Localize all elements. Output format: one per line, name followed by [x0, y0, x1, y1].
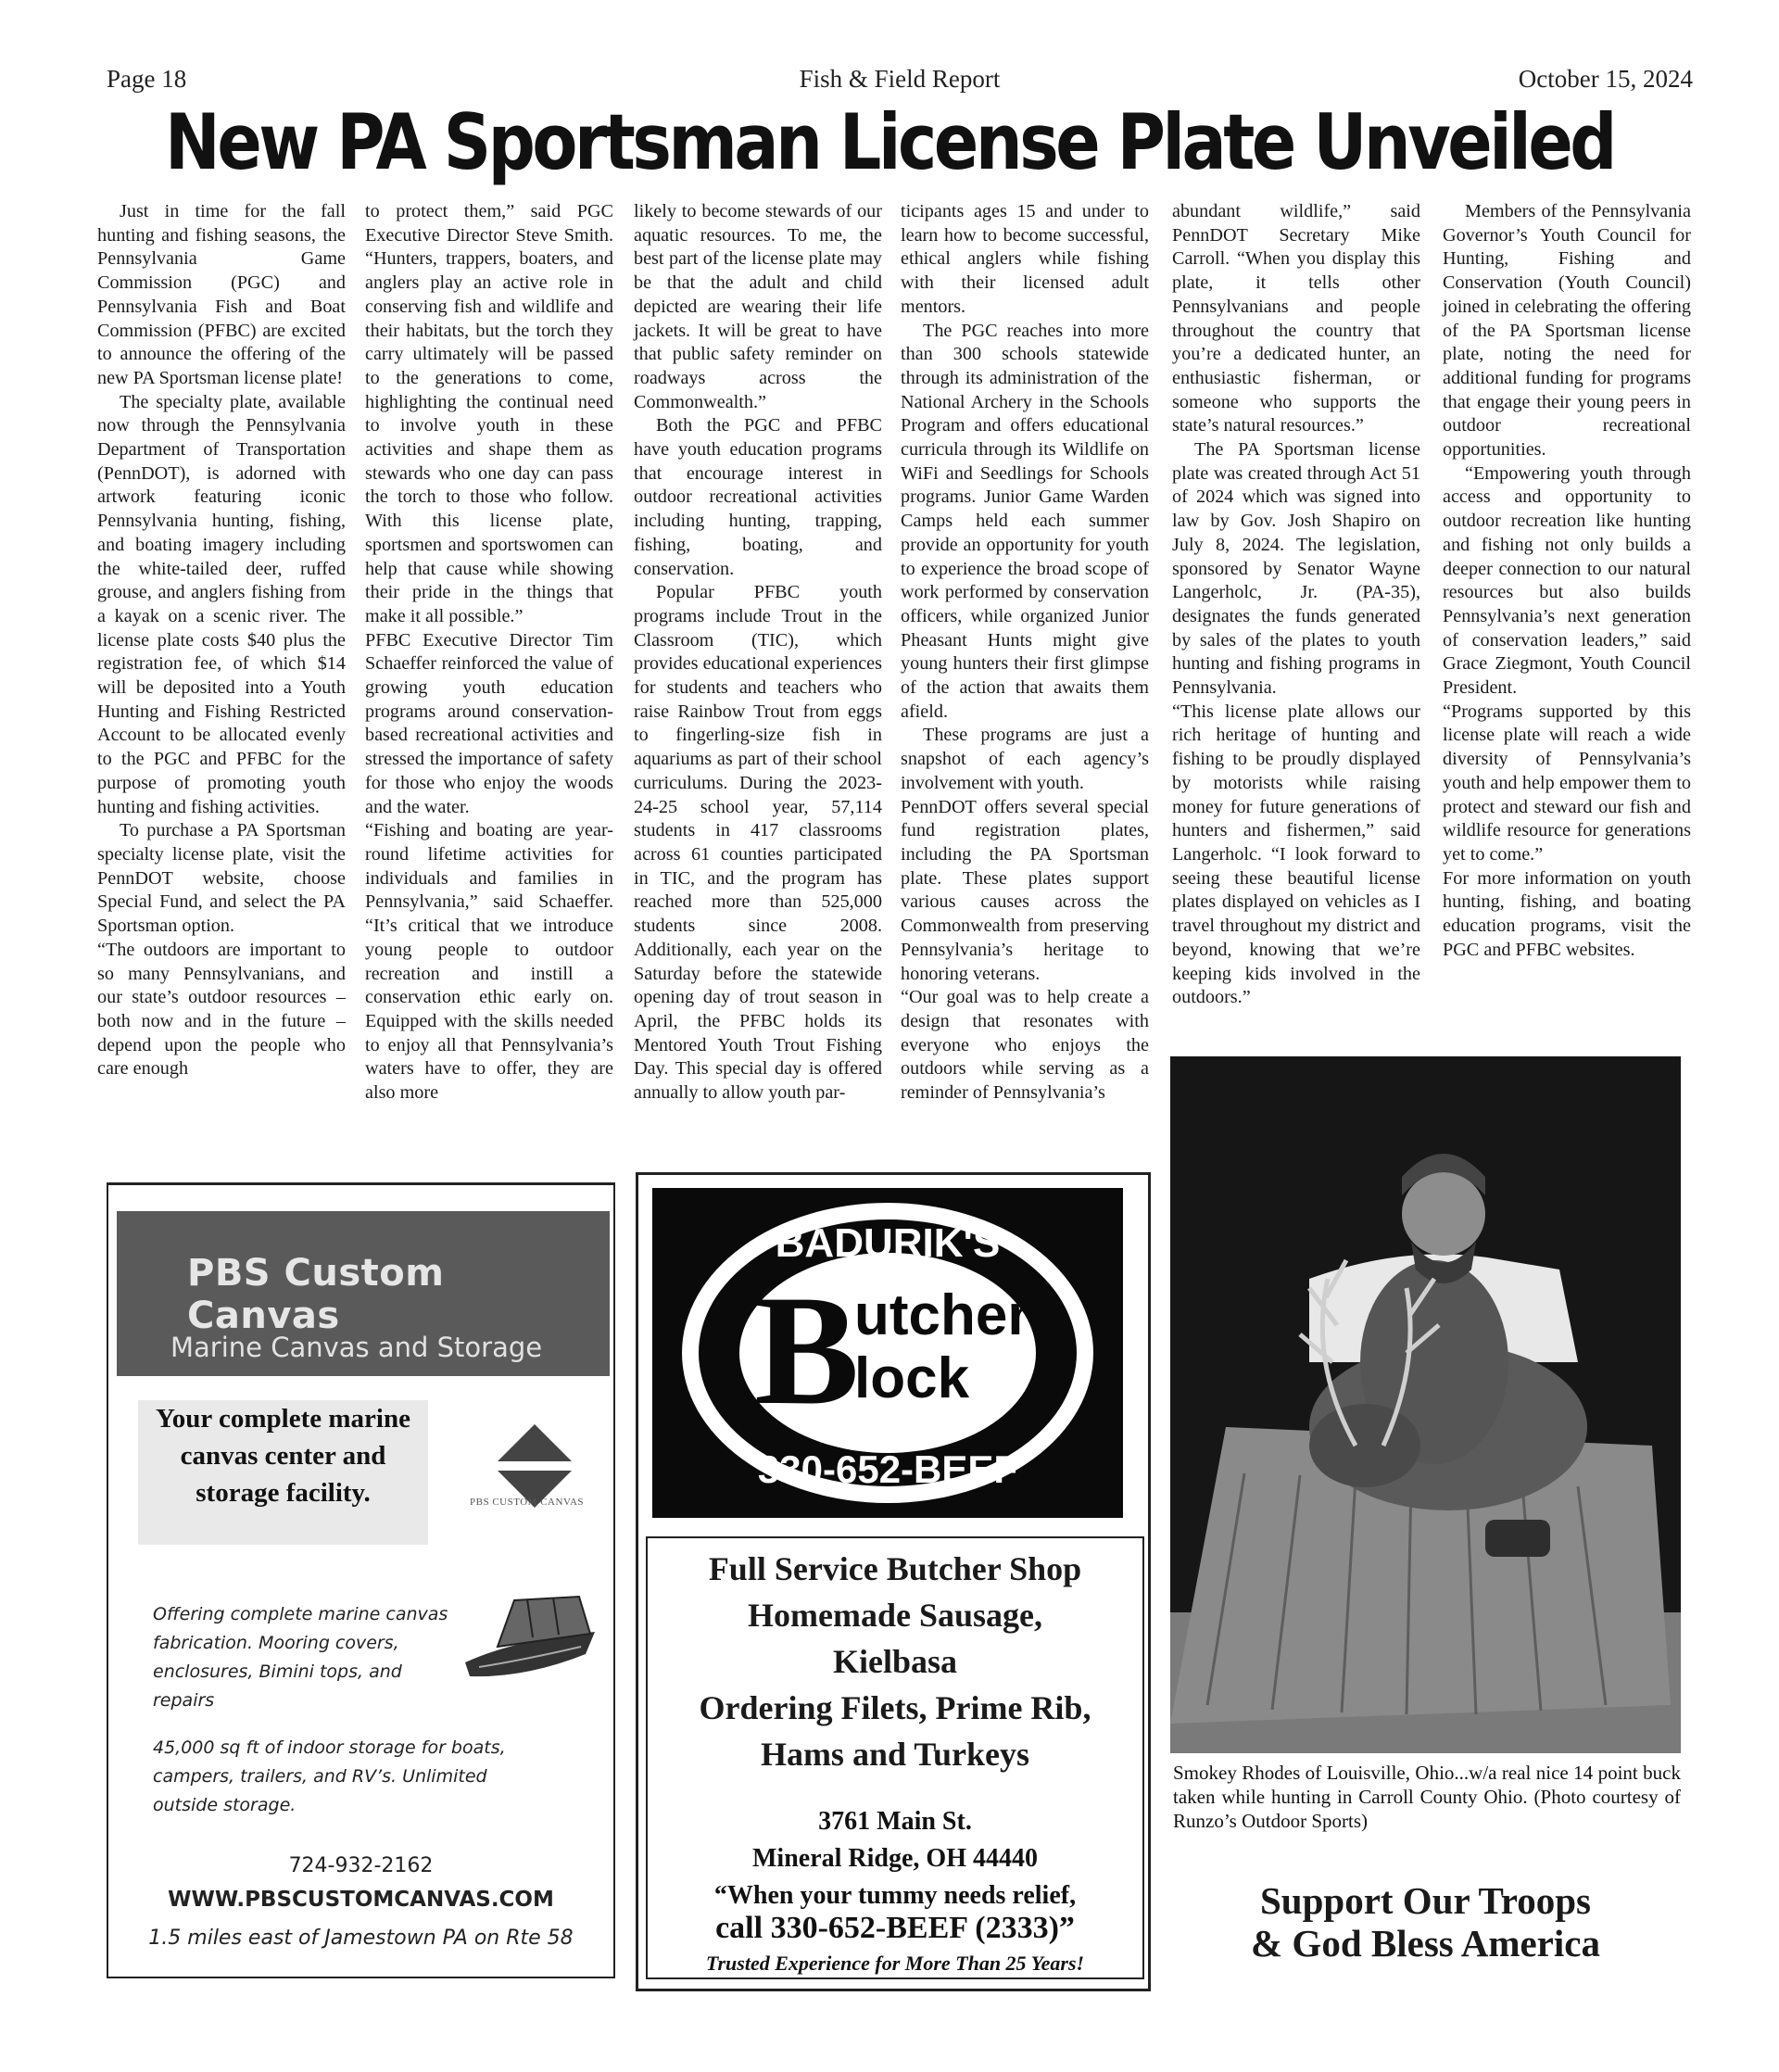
butcher-details-box: [646, 1536, 1144, 1979]
article-column-3: [634, 200, 882, 1105]
troops-line-1: Support Our Troops: [1260, 1879, 1591, 1922]
issue-date: October 15, 2024: [1518, 65, 1693, 93]
photo-caption: Smokey Rhodes of Louisville, Ohio...w/a real nice 14 point buck taken while hunting in Carroll County Ohio. (Photo courtesy of Runzo’s Outdoor Sports): [1173, 1762, 1681, 1832]
service-line: Hams and Turkeys: [760, 1736, 1030, 1773]
pbs-storage-text: 45,000 sq ft of indoor storage for boats, campers, trailers, and RV’s. Unlimited outside storage.: [153, 1737, 506, 1815]
paragraph: Members of the Pennsylvania Governor’s Youth Council for Hunting, Fishing and Conservation (Youth Council) joined in celebrating the offering of the PA Sportsman license plate, noting the need for additional funding for programs that engage their young peers in outdoor recreational opportunities.: [1443, 201, 1691, 461]
pbs-title: PBS Custom Canvas: [187, 1252, 445, 1337]
paragraph: To purchase a PA Sportsman specialty license plate, visit the PennDOT website, choose Special Fund, and select the PA Sportsman option.: [97, 820, 346, 937]
slogan: “When your tummy needs relief,: [713, 1881, 1077, 1910]
paragraph: to protect them,” said PGC Executive Director Steve Smith. “Hunters, trappers, boaters, and anglers play an active role in conserving fish and wildlife and their habitats, but the torch they carry ultimately will be passed to the generations to come, highlighting the continual need to involve youth in these activities and shape them as stewards who one day can pass the torch to those who follow. With this license plate, sportsmen and sportswomen can help that cause while showing their pride in the things that make it all possible.”: [365, 201, 613, 626]
paragraph: “Programs supported by this license plate will reach a wide diversity of Pennsylvania’s youth and help empower them to protect and steward our fish and wildlife resource for generations yet to come.”: [1443, 701, 1691, 865]
logo-phone: 330-652-BEEF: [757, 1447, 1018, 1491]
pbs-logo-text: PBS CUSTOM CANVAS: [470, 1497, 585, 1508]
paragraph: These programs are just a snapshot of each agency’s involvement with youth.: [901, 725, 1149, 793]
page-number: Page 18: [107, 65, 187, 93]
service-line: Homemade Sausage,: [748, 1597, 1042, 1634]
logo-top-text: BADURIK'S: [775, 1220, 1001, 1266]
paragraph: The PA Sportsman license plate was created through Act 51 of 2024 which was signed into law by Gov. Josh Shapiro on July 8, 2024. The legislation, sponsored by Senator Wayne Langerholc, Jr. (PA-35), designates the funds generated by sales of the plates to youth hunting and fishing programs in Pennsylvania.: [1172, 439, 1420, 699]
paragraph: “Our goal was to help create a design that resonates with everyone who enjoys the outdoors while serving as a reminder of Pennsylvania’s: [901, 987, 1149, 1104]
paragraph: Just in time for the fall hunting and fishing seasons, the Pennsylvania Game Commission (PGC) and Pennsylvania Fish and Boat Commission (PFBC) are excited to announce the offering of the new PA Sportsman license plate!: [97, 201, 346, 388]
support-troops-notice: [1170, 1879, 1681, 1965]
pbs-tagline: Your complete marine canvas center and storage facility.: [138, 1400, 428, 1545]
paragraph: “Fishing and boating are year-round lifetime activities for individuals and families in Pennsylvania,” said Schaeffer. “It’s critical that we introduce young people to outdoor recreation and instill a conservation ethic early on. Equipped with the skills needed to enjoy all that Pennsylvania’s waters have to offer, they are also more: [365, 820, 613, 1104]
publication-name: Fish & Field Report: [799, 65, 1001, 93]
paragraph: PennDOT offers several special fund registration plates, including the PA Sportsman plate. These plates support various causes across the Commonwealth from preserving Pennsylvania’s heritage to honoring veterans.: [901, 796, 1149, 984]
troops-line-2: & God Bless America: [1251, 1922, 1600, 1965]
paragraph: likely to become stewards of our aquatic resources. To me, the best part of the license plate may be that the adult and child depicted are wearing their life jackets. It will be great to have that public safety reminder on roadways across the Commonwealth.”: [634, 201, 882, 412]
call-line[interactable]: call 330-652-BEEF (2333)”: [715, 1911, 1075, 1945]
paragraph: PFBC Executive Director Tim Schaeffer reinforced the value of growing youth education programs around conservation-based recreational activities and stressed the importance of safety for those who enjoy the woods and the water.: [365, 629, 613, 817]
paragraph: “This license plate allows our rich heritage of hunting and fishing to be proudly displayed by motorists while raising money for future generations of hunters and fishermen,” said Langerholc. “I look forward to seeing these beautiful license plates displayed on vehicles as I travel throughout my district and beyond, knowing that we’re keeping kids involved in the outdoors.”: [1172, 701, 1420, 1008]
service-line: Ordering Filets, Prime Rib,: [699, 1689, 1091, 1726]
pbs-custom-canvas-ad[interactable]: [107, 1182, 615, 1978]
running-header: [107, 65, 1693, 102]
trusted-line: Trusted Experience for More Than 25 Years!: [705, 1952, 1085, 1975]
paragraph: For more information on youth hunting, fishing, and boating education programs, visit the PGC and PFBC websites.: [1443, 867, 1691, 960]
paragraph: The PGC reaches into more than 300 schools statewide through its administration of the National Archery in the Schools Program and offers educational curricula through its Wildlife on WiFi and Seedlings for Schools programs. Junior Game Warden Camps held each summer provide an opportunity for youth to experience the broad scope of work performed by conservation officers, while organized Junior Pheasant Hunts might give young hunters their first glimpse of the action that awaits them afield.: [901, 320, 1149, 722]
paragraph: The specialty plate, available now through the Pennsylvania Department of Transportation (PennDOT), is adorned with artwork featuring iconic Pennsylvania hunting, fishing, and boating imagery including the white-tailed deer, ruffed grouse, and anglers fishing from a kayak on a scenic river. The license plate costs $40 plus the registration fee, of which $14 will be deposited into a Youth Hunting and Fishing Restricted Account to be allocated evenly to the PGC and PFBC for the purpose of promoting youth hunting and fishing activities.: [97, 391, 346, 817]
article-column-5: [1172, 200, 1420, 1010]
address-line-2: Mineral Ridge, OH 44440: [752, 1844, 1038, 1873]
paragraph: “The outdoors are important to so many Pennsylvanians, and our state’s outdoor resources – both now and in the future – depend upon the people who care enough: [97, 939, 346, 1080]
paragraph: ticipants ages 15 and under to learn how to become successful, ethical anglers while fishing with their licensed adult mentors.: [901, 201, 1149, 317]
article-column-4: [901, 200, 1149, 1105]
logo-big-letter: B: [754, 1263, 860, 1437]
article-column-2: [365, 200, 613, 1105]
butcher-address: [648, 1803, 1142, 1914]
hunter-buck-photo: [1170, 1056, 1681, 1753]
butcher-block-logo: [652, 1188, 1123, 1518]
pbs-offer-text: Offering complete marine canvas fabrication. Mooring covers, enclosures, Bimini tops, and repairs: [153, 1604, 448, 1711]
pbs-website-link[interactable]: WWW.PBSCUSTOMCANVAS.COM: [168, 1888, 554, 1912]
address-line-1: 3761 Main St.: [818, 1807, 972, 1836]
paragraph: Popular PFBC youth programs include Trout in the Classroom (TIC), which provides educational experiences for students and teachers who raise Rainbow Trout from eggs to fingerling-size fish in aquariums as part of their school curriculums. During the 2023-24-25 school year, 57,114 students in 417 classrooms across 61 counties participated in TIC, and the program has reached more than 525,000 students since 2008. Additionally, each year on the Saturday before the statewide opening day of trout season in April, the PFBC holds its Mentored Youth Trout Fishing Day. This special day is offered annually to allow youth par-: [634, 582, 882, 1104]
boat-icon: [461, 1574, 599, 1695]
paragraph: abundant wildlife,” said PennDOT Secretary Mike Carroll. “When you display this plate, it tells other Pennsylvanians and people throughout the country that you’re a dedicated hunter, an enthusiastic fisherman, or someone who supports the state’s natural resources.”: [1172, 201, 1420, 436]
pbs-subtitle: Marine Canvas and Storage: [170, 1332, 543, 1363]
pbs-directions: 1.5 miles east of Jamestown PA on Rte 58: [148, 1927, 574, 1950]
services-list: [648, 1546, 1142, 1777]
paragraph: Both the PGC and PFBC have youth education programs that encourage interest in outdoor recreational activities including hunting, trapping, fishing, boating, and conservation.: [634, 415, 882, 579]
pbs-phone[interactable]: 724-932-2162: [288, 1854, 434, 1877]
logo-word-1: utcher: [854, 1283, 1030, 1347]
service-line: Full Service Butcher Shop: [708, 1550, 1082, 1587]
paragraph: “Empowering youth through access and opportunity to outdoor recreation like hunting and fishing not only builds a deeper connection to our natural resources but also builds Pennsylvania’s next generation of conservation leaders,” said Grace Ziegmont, Youth Council President.: [1443, 462, 1691, 699]
article-column-1: [97, 200, 346, 1081]
article-headline: New PA Sportsman License Plate Unveiled: [165, 97, 1614, 187]
article-column-6: [1443, 200, 1691, 963]
logo-word-2: lock: [854, 1346, 970, 1410]
service-line: Kielbasa: [832, 1643, 957, 1680]
pbs-banner: [117, 1211, 610, 1376]
baduriks-butcher-block-ad[interactable]: [636, 1172, 1151, 1991]
